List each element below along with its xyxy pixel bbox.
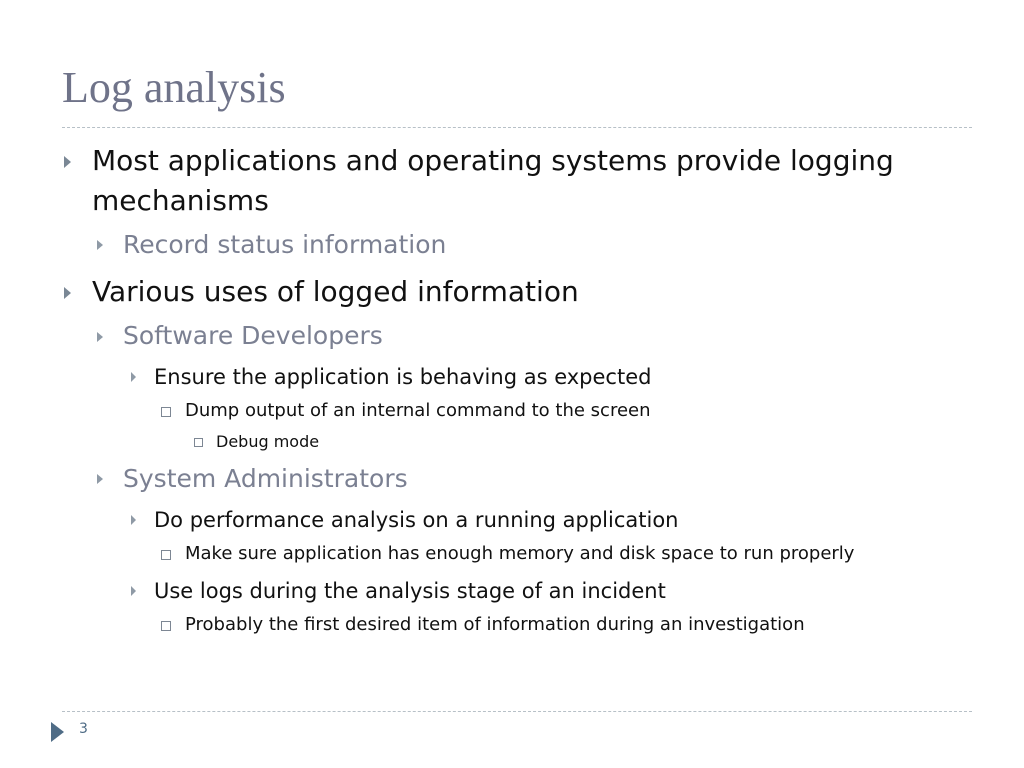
- level5-bullet-text: Debug mode: [216, 432, 320, 451]
- slide-title: Log analysis: [62, 63, 286, 112]
- square-outline-icon: [161, 407, 171, 417]
- triangle-right-icon: [97, 474, 103, 484]
- level4-bullet-text: Make sure application has enough memory and disk space to run properly: [185, 543, 855, 564]
- square-outline-icon: [161, 550, 171, 560]
- sub-bullet-text: Record status information: [123, 230, 447, 259]
- level4-bullet-text: Dump output of an internal command to the screen: [185, 400, 651, 421]
- triangle-right-icon: [97, 332, 103, 342]
- square-outline-icon: [194, 438, 203, 447]
- triangle-right-icon: [51, 722, 64, 742]
- title-divider: [62, 127, 972, 128]
- sub-sub-bullet-text: Do performance analysis on a running application: [154, 508, 679, 532]
- triangle-right-icon: [97, 240, 103, 250]
- sub-bullet-text: System Administrators: [123, 464, 408, 493]
- sub-sub-bullet-text: Ensure the application is behaving as expected: [154, 365, 652, 389]
- triangle-right-icon: [64, 156, 71, 168]
- bullet-text: Most applications and operating systems provide logging: [92, 144, 894, 177]
- footer-divider: [62, 711, 972, 712]
- bullet-text-continuation: mechanisms: [92, 184, 269, 217]
- triangle-right-icon: [131, 586, 136, 596]
- level4-bullet-text: Probably the first desired item of information during an investigation: [185, 614, 805, 635]
- triangle-right-icon: [131, 372, 136, 382]
- sub-sub-bullet-text: Use logs during the analysis stage of an incident: [154, 579, 666, 603]
- triangle-right-icon: [131, 515, 136, 525]
- square-outline-icon: [161, 621, 171, 631]
- triangle-right-icon: [64, 287, 71, 299]
- page-number: 3: [79, 721, 88, 737]
- bullet-text: Various uses of logged information: [92, 275, 579, 308]
- sub-bullet-text: Software Developers: [123, 321, 383, 350]
